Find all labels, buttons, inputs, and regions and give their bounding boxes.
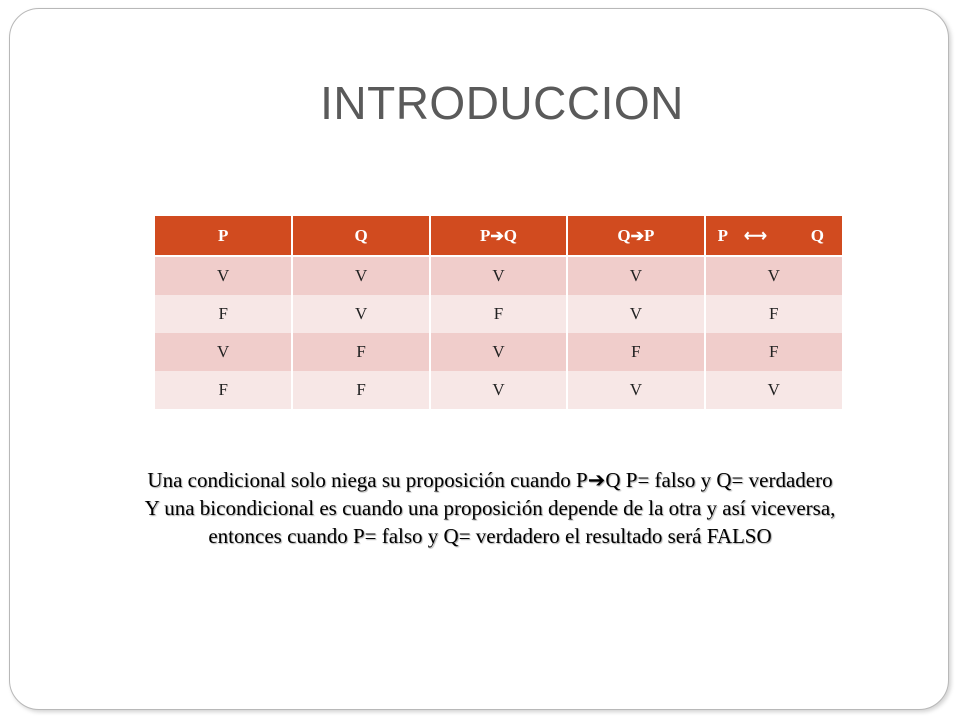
right-arrow-icon: ➔ xyxy=(630,227,644,245)
table-row xyxy=(155,295,842,333)
table-cell: F xyxy=(155,371,292,409)
double-arrow-icon: ⟷ xyxy=(743,227,767,245)
table-cell: F xyxy=(155,295,292,333)
table-header-row xyxy=(155,216,842,256)
explanation-text xyxy=(130,466,850,550)
table-cell: V xyxy=(430,371,567,409)
table-cell: V xyxy=(430,333,567,371)
table-cell: F xyxy=(567,333,704,371)
table-cell: V xyxy=(705,256,842,295)
conditional-paragraph xyxy=(130,466,850,494)
table-cell: F xyxy=(292,333,429,371)
conditional-text-after: Q P= falso y Q= verdadero xyxy=(605,468,833,492)
biconditional-paragraph: Y una bicondicional es cuando una proposición depende de la otra y así viceversa, entonces cuando P= falso y Q= verdadero el resultado será FALSO xyxy=(144,496,836,548)
table-row xyxy=(155,256,842,295)
table-cell: V xyxy=(292,295,429,333)
table-cell: V xyxy=(567,256,704,295)
header-q-implies-p-right: P xyxy=(643,225,655,245)
slide-title: INTRODUCCION xyxy=(320,77,684,129)
table-cell: F xyxy=(292,371,429,409)
table-row xyxy=(155,371,842,409)
conditional-text-before: Una condicional solo niega su proposición cuando P xyxy=(147,468,588,492)
header-p-implies-q-left: P xyxy=(479,225,491,245)
header-q-implies-p-left: Q xyxy=(617,225,631,245)
header-p-implies-q-right: Q xyxy=(503,225,517,245)
truth-table xyxy=(155,216,842,409)
header-p: P xyxy=(155,216,292,256)
table-cell: V xyxy=(155,333,292,371)
table-cell: V xyxy=(705,371,842,409)
header-biconditional xyxy=(705,216,842,256)
header-p-implies-q xyxy=(430,216,567,256)
table-cell: V xyxy=(292,256,429,295)
table-cell: V xyxy=(567,295,704,333)
table-cell: V xyxy=(430,256,567,295)
header-q: Q xyxy=(292,216,429,256)
table-row xyxy=(155,333,842,371)
table-cell: V xyxy=(567,371,704,409)
table-cell: V xyxy=(155,256,292,295)
right-arrow-icon: ➔ xyxy=(587,468,606,492)
header-biconditional-left: P xyxy=(717,225,728,245)
table-cell: F xyxy=(705,333,842,371)
right-arrow-icon: ➔ xyxy=(490,227,504,245)
table-cell: F xyxy=(705,295,842,333)
table-cell: F xyxy=(430,295,567,333)
header-q-implies-p xyxy=(567,216,704,256)
header-biconditional-right: Q xyxy=(810,225,824,245)
